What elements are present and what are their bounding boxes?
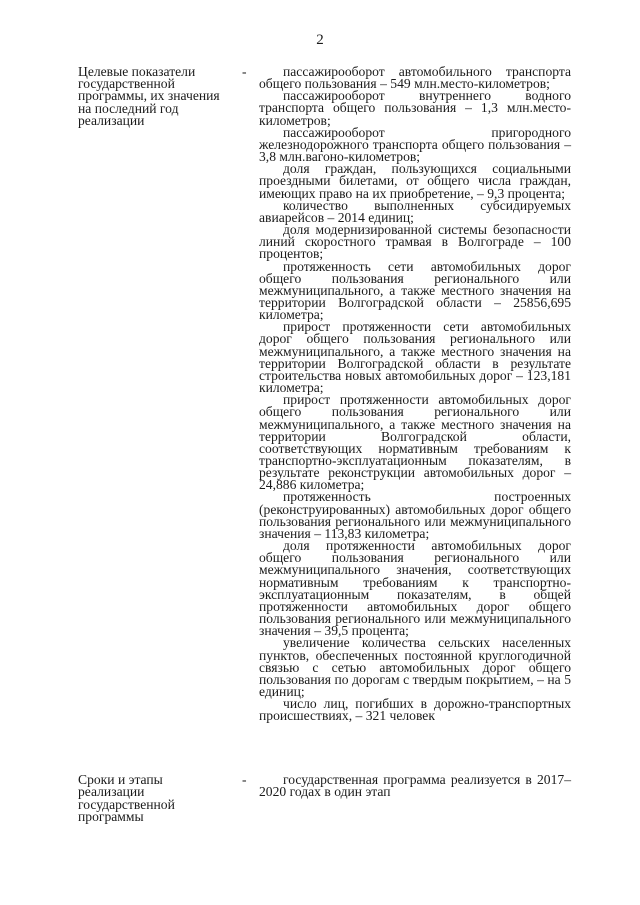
indicator-paragraph: протяженность построенных (реконструированных) автомобильных дорог общего пользования регионального или межмуниципального значения – 113,83 километра; [259, 489, 571, 541]
indicator-paragraph: прирост протяженности автомобильных дорог общего пользования регионального или межмуниципального, а также местного значения на территории Волгоградской области, соответствующих нормативным требованиям к транспортно-эксплуатационным показателям, в результате реконструкции автомобильных дорог – 24,886 километра; [259, 392, 571, 493]
row-dash: - [242, 64, 247, 79]
row-label: Целевые показатели государственной программы, их значения на последний год реализации [78, 64, 220, 128]
indicator-paragraph: количество выполненных субсидируемых авиарейсов – 2014 единиц; [259, 197, 571, 225]
indicator-paragraph: увеличение количества сельских населенных пунктов, обеспеченных постоянной круглогодичной связью с сетью автомобильных дорог общего пользования по дорогам с твердым покрытием, – на 5 единиц; [259, 635, 571, 699]
terms-paragraph: государственная программа реализуется в 2017–2020 годах в один этап [259, 772, 571, 800]
indicator-paragraph: доля граждан, пользующихся социальными проездными билетами, от общего числа граждан, имеющих право на их приобретение, – 9,3 процента; [259, 161, 571, 201]
indicator-paragraph: пассажирооборот автомобильного транспорта общего пользования – 549 млн.место-километров; [259, 64, 571, 92]
indicator-paragraph: пассажирооборот внутреннего водного транспорта общего пользования – 1,3 млн.место-километров; [259, 88, 571, 128]
indicator-paragraph: доля протяженности автомобильных дорог общего пользования регионального или межмуниципального значения, соответствующих нормативным требованиям к транспортно-эксплуатационным показателям, в общей протяженности автомобильных дорог общего пользования регионального или межмуниципального значения – 39,5 процента; [259, 538, 571, 639]
page-number: 2 [316, 32, 324, 48]
indicator-paragraph: число лиц, погибших в дорожно-транспортных происшествиях, – 321 человек [259, 696, 571, 724]
indicator-paragraph: доля модернизированной системы безопасности линий скоростного трамвая в Волгограде – 100 процентов; [259, 222, 571, 262]
indicator-paragraph: пассажирооборот пригородного железнодорожного транспорта общего пользования – 3,8 млн.вагоно-километров; [259, 124, 571, 165]
row-dash: - [242, 772, 247, 787]
row-label: Сроки и этапы реализации государственной программы [78, 772, 175, 825]
row-content [259, 66, 571, 722]
row-content [259, 774, 571, 799]
indicator-paragraph: протяженность сети автомобильных дорог общего пользования регионального или межмуниципального, а также местного значения на территории Волгоградской области – 25856,695 километра; [259, 258, 571, 323]
indicator-paragraph: прирост протяженности сети автомобильных дорог общего пользования регионального или межмуниципального, а также местного значения на территории Волгоградской области в результате строительства новых автомобильных дорог – 123,181 километра; [259, 319, 571, 396]
